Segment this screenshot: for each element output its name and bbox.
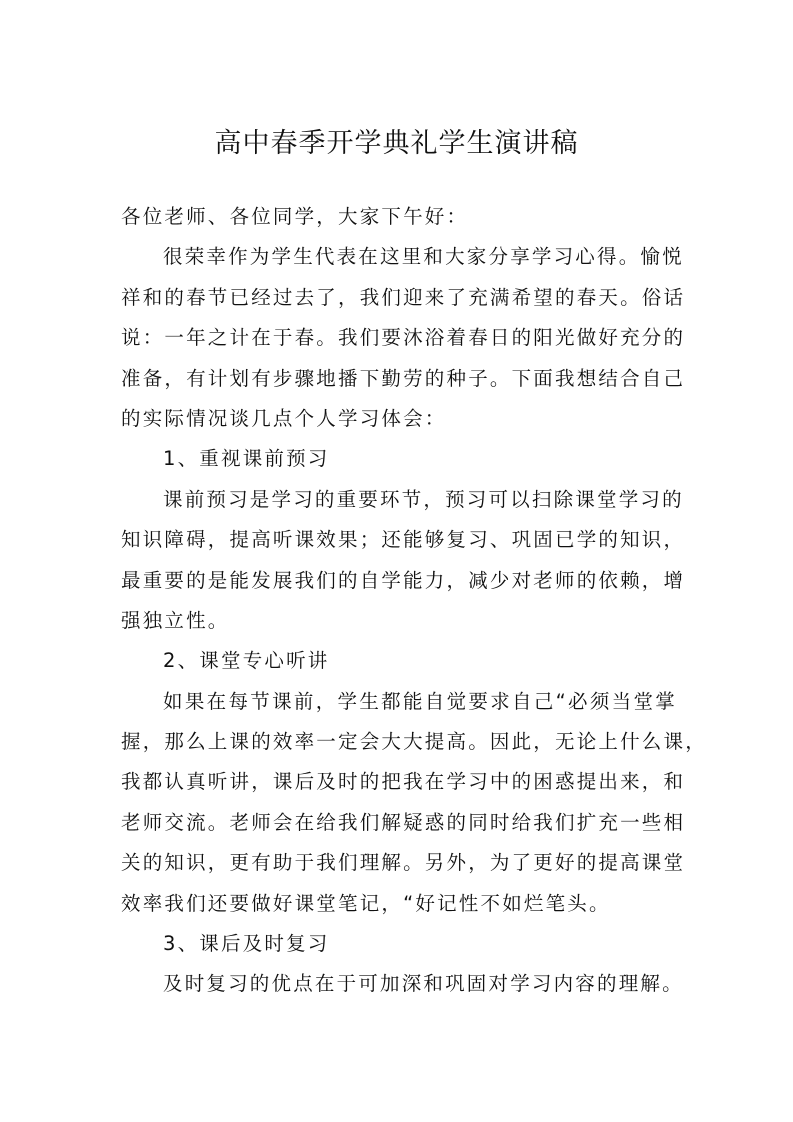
text-line: 效率我们还要做好课堂笔记，“好记性不如烂笔头。 [121,891,611,915]
text-line: 的实际情况谈几点个人学习体会： [121,406,447,430]
text-line: 握，那么上课的效率一定会大大提高。因此，无论上什么课， [121,730,707,754]
document-body [121,197,707,1005]
text-line: 准备，有计划有步骤地播下勤劳的种子。下面我想结合自己 [121,366,686,390]
text-line: 及时复习的优点在于可加深和巩固对学习内容的理解。 [163,972,684,996]
text-line: 最重要的是能发展我们的自学能力，减少对老师的依赖，增 [121,568,686,592]
text-line: 各位老师、各位同学，大家下午好： [121,205,469,228]
text-line: 课前预习是学习的重要环节，预习可以扫除课堂学习的 [163,487,684,511]
text-line: 关的知识，更有助于我们理解。另外，为了更好的提高课堂 [121,851,686,875]
text-line: 知识障碍，提高听课效果；还能够复习、巩固已学的知识， [121,528,686,552]
text-line: 如果在每节课前，学生都能自觉要求自己“必须当堂掌 [163,689,677,713]
document-title: 高中春季开学典礼学生演讲稿 [214,128,579,159]
text-line: 祥和的春节已经过去了，我们迎来了充满希望的春天。俗话 [121,285,686,309]
text-line: 说：一年之计在于春。我们要沐浴着春日的阳光做好充分的 [121,326,686,350]
text-line: 很荣幸作为学生代表在这里和大家分享学习心得。愉悦 [163,245,684,269]
text-line: 我都认真听讲，课后及时的把我在学习中的困惑提出来，和 [121,770,686,794]
text-line: 强独立性。 [121,608,230,632]
text-line: 3、课后及时复习 [163,932,330,956]
text-line: 老师交流。老师会在给我们解疑惑的同时给我们扩充一些相 [121,810,686,834]
text-line: 1、重视课前预习 [163,447,330,471]
text-line: 2、课堂专心听讲 [163,649,330,673]
